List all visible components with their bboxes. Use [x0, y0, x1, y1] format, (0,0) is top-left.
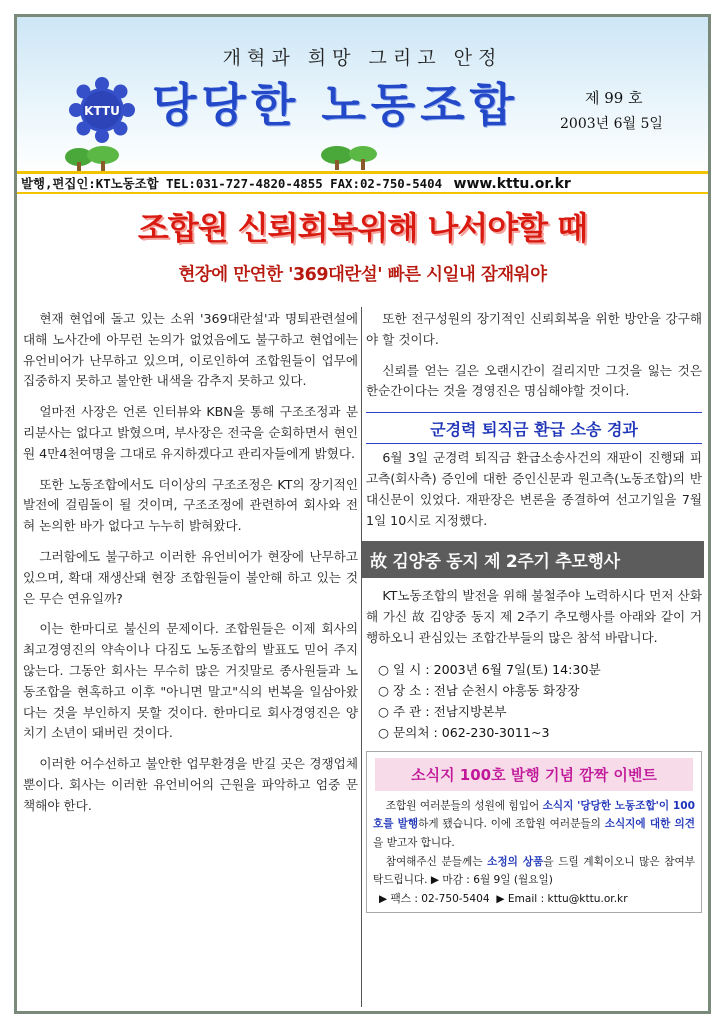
event-prize: [373, 853, 695, 890]
memorial-heading: 故 김양중 동지 제 2주기 추모행사: [362, 541, 704, 578]
memorial-contact: ○ 문의처 : 062-230-3011~3: [378, 722, 702, 743]
event-email-link[interactable]: ▶ Email : kttu@kttu.or.kr: [496, 892, 628, 905]
article-paragraph: 신뢰를 얻는 길은 오랜시간이 걸리지만 그것을 잃는 것은 한순간이다는 것을 경영진은 명심해야할 것이다.: [366, 362, 702, 399]
article-paragraph: 그러함에도 불구하고 이러한 유언비어가 현장에 난무하고 있으며, 확대 재생산돼 현장 조합원들이 불안해 하고 있는 것은 무슨 연유일까?: [23, 548, 358, 606]
event-body: [367, 797, 701, 909]
memorial-place: ○ 장 소 : 전남 순천시 야흥동 화장장: [378, 680, 702, 701]
logo-text: KTTU: [84, 104, 120, 118]
publisher-info: [17, 174, 708, 194]
event-highlight: 소식지 '당당한 노동조합'이 100호를 발행: [373, 799, 696, 831]
tree-icon: [59, 145, 129, 173]
lawsuit-heading: 군경력 퇴직금 환급 소송 경과: [366, 412, 702, 444]
newsletter-title: 당당한 노동조합: [152, 78, 520, 132]
article-paragraph: 현재 현업에 돌고 있는 소위 '369대란설'과 명퇴관련설에 대해 노사간에 아무런 논의가 없었음에도 불구하고 현업에는 유언비어가 난무하고 있으며, 이로인하여 조합원들이 업무에 집중하지 못하고 불안한 내색을 감추지 못하고 있다.: [23, 311, 358, 389]
kttu-logo-icon: [67, 75, 137, 145]
memorial-host: ○ 주 관 : 전남지방본부: [378, 701, 702, 722]
event-deadline: ▶ 마감 : 6월 9일 (월요일): [430, 874, 553, 887]
article-paragraph: 또한 전구성원의 장기적인 신뢰회복을 위한 방안을 강구해야 할 것이다.: [366, 311, 702, 347]
memorial-details: [366, 659, 702, 743]
lawsuit-paragraph: 6월 3일 군경력 퇴직금 환급소송사건의 재판이 진행돼 피고측(회사측) 증인에 대한 증인신문과 원고측(노동조합)의 반대신문이 있었다. 재판장은 변론을 종결하여 선고기일을 7월 1일 10시로 지정했다.: [366, 450, 702, 528]
headline: 조합원 신뢰회복위해 나서야할 때: [137, 209, 588, 247]
event-heading: 소식지 100호 발행 기념 깜짝 이벤트: [375, 758, 693, 791]
masthead: [17, 17, 708, 173]
event-box: [366, 751, 702, 914]
event-text: 조합원 여러분들의 성원에 힘입어: [385, 799, 543, 812]
event-contact: [373, 890, 695, 909]
article-paragraph: 얼마전 사장은 언론 인터뷰와 KBN을 통해 구조조정과 분리분사는 없다고 밝혔으며, 부사장은 전국을 순회하면서 현인원 4만4천여명을 그대로 유지하겠다고 관리자들에게 밝혔다.: [23, 404, 358, 461]
right-column: [366, 309, 702, 913]
slogan: 개혁과 희망 그리고 안정: [222, 47, 503, 69]
event-highlight: 소정의 상품: [487, 855, 544, 868]
event-text: 참여해주신 분들께는: [385, 855, 488, 868]
subheadline: 현장에 만연한 '369대란설' 빠른 시일내 잠재워야: [178, 265, 547, 285]
event-fax: ▶ 팩스 : 02-750-5404: [379, 892, 490, 905]
issue-date: 2003년 6월 5일: [560, 116, 663, 132]
column-divider: [361, 307, 362, 1007]
website-link[interactable]: www.kttu.or.kr: [453, 176, 571, 192]
tree-icon: [315, 143, 385, 171]
event-text: 을 드릴 계획이오니 많은 참여부탁드립니다.: [373, 855, 695, 887]
left-column: [23, 309, 358, 1009]
event-text: 을 받고자 합니다.: [373, 836, 455, 849]
article-paragraph: 또한 노동조합에서도 더이상의 구조조정은 KT의 장기적인 발전에 걸림돌이 될 것이며, 구조조정에 관련하여 회사와 전혀 논의한 바가 없다고 누누히 밝혀왔다.: [23, 476, 358, 534]
memorial-date: ○ 일 시 : 2003년 6월 7일(토) 14:30분: [378, 659, 702, 680]
issue-number: 제 99 호: [585, 89, 643, 107]
newsletter-page: [14, 14, 711, 1014]
event-intro: [373, 797, 695, 853]
event-text: 하게 됐습니다. 이에 조합원 여러분들의: [418, 818, 605, 831]
article-paragraph: 이는 한마디로 불신의 문제이다. 조합원들은 이제 회사의 최고경영진의 약속이나 다짐도 노동조합의 발표도 믿어 주지 않는다. 그동안 회사는 무수히 많은 거짓말로 종사원들과 노동조합을 현혹하고 이후 "아니면 말고"식의 번복을 일삼아왔다는 것을 부인하지 못할 것이다. 한마디로 회사경영진은 양치기 소년이 돼버린 것이다.: [23, 621, 358, 741]
article-paragraph: 이러한 어수선하고 불안한 업무환경을 반길 곳은 경쟁업체뿐이다. 회사는 이러한 유언비어의 근원을 파악하고 엄중 문책해야 한다.: [23, 756, 358, 813]
memorial-paragraph: KT노동조합의 발전을 위해 불철주야 노력하시다 먼저 산화해 가신 故 김양중 동지 제 2주기 추모행사를 아래와 같이 거행하오니 관심있는 조합간부들의 많은 참석 바랍니다.: [366, 588, 702, 645]
event-highlight: 소식지에 대한 의견: [604, 818, 696, 831]
publisher-line: 발행,편집인:KT노동조합 TEL:031-727-4820-4855 FAX:02-750-5404: [21, 176, 443, 191]
